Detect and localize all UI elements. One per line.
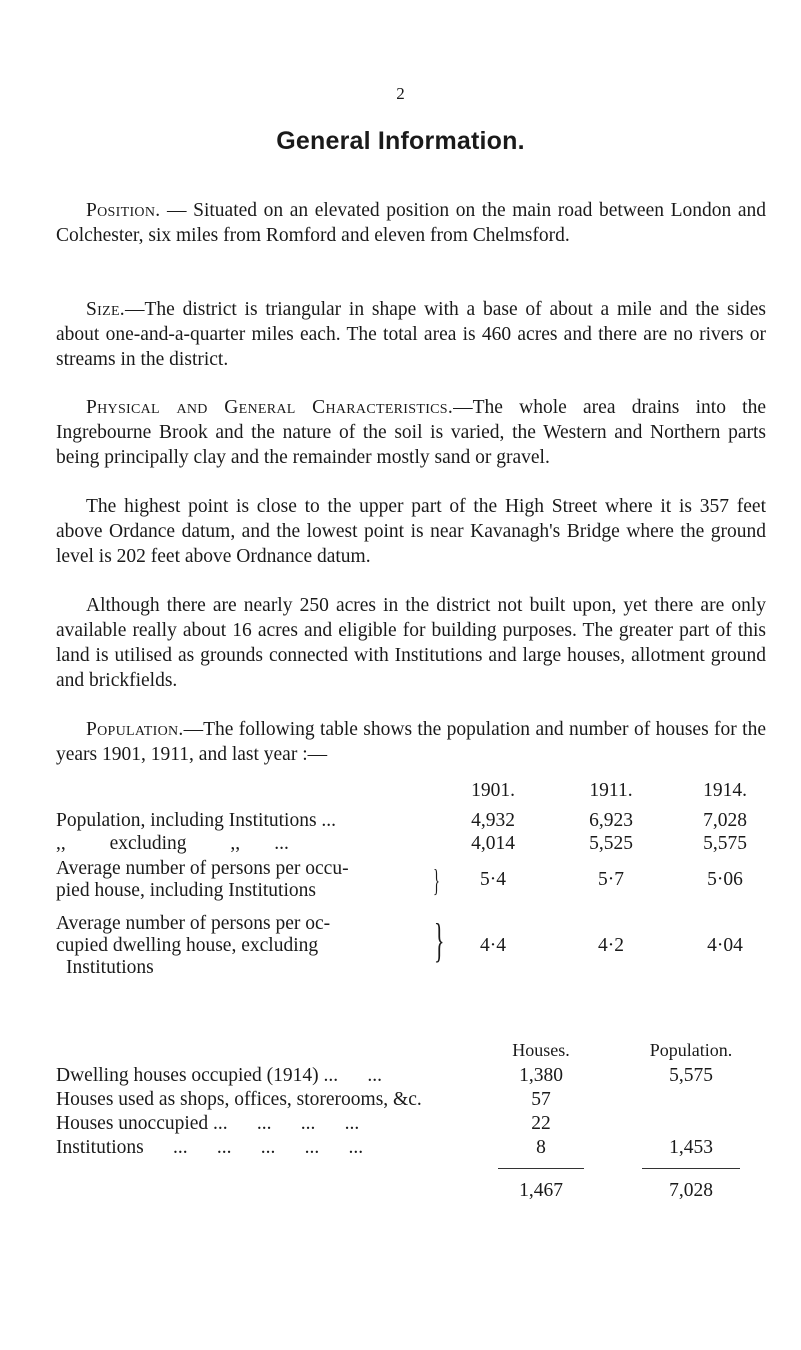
population-value: 5,575 xyxy=(669,1065,713,1086)
population-total: 7,028 xyxy=(669,1180,713,1201)
row-label: Houses used as shops, offices, storerooms, &c. xyxy=(56,1089,422,1110)
paragraph-highest-point: The highest point is close to the upper part of the High Street where it is 357 feet above Ordance datum, and the lowest point is near Kavanagh's Bridge where the ground level is 202 feet above Ordnance datum. xyxy=(56,496,766,567)
year-header-1901: 1901. xyxy=(471,780,515,801)
lead-population: Population. xyxy=(86,719,184,740)
row-label-line: Institutions xyxy=(66,957,154,978)
houses-value: 22 xyxy=(531,1113,551,1134)
total-rule-population xyxy=(642,1168,740,1169)
row-label-line: pied house, including Institutions xyxy=(56,880,316,901)
year-header-1914: 1914. xyxy=(703,780,747,801)
text-population: —The following table shows the population and number of houses for the years 1901, 1911, and last year :— xyxy=(56,719,766,765)
paragraph-size xyxy=(56,297,766,372)
houses-total: 1,467 xyxy=(519,1180,563,1201)
row-label: ,, excluding ,, ... xyxy=(56,833,289,854)
houses-header: Houses. xyxy=(512,1040,570,1060)
paragraph-population xyxy=(56,717,766,767)
table-row xyxy=(56,833,766,859)
houses-value: 8 xyxy=(536,1137,546,1158)
houses-table xyxy=(56,1040,766,1250)
value-1911: 5·7 xyxy=(598,869,624,890)
value-1901: 5·4 xyxy=(480,869,506,890)
totals-row xyxy=(56,1180,766,1205)
table-row xyxy=(56,1065,766,1090)
brace: } xyxy=(434,914,445,967)
value-1901: 4,932 xyxy=(471,810,515,831)
row-label: Houses unoccupied ... ... ... ... xyxy=(56,1113,360,1134)
row-label-line: Average number of persons per occu- xyxy=(56,858,349,879)
value-1901: 4·4 xyxy=(480,935,506,956)
houses-value: 1,380 xyxy=(519,1065,563,1086)
text-physical: —The whole area drains into the Ingrebourne Brook and the nature of the soil is varied, the Western and Northern parts being principally clay and the remainder mostly sand or gravel. xyxy=(56,397,767,468)
population-value: 1,453 xyxy=(669,1137,713,1158)
value-1914: 7,028 xyxy=(703,810,747,831)
row-label: Dwelling houses occupied (1914) ... ... xyxy=(56,1065,383,1086)
row-label-line: Average number of persons per oc- xyxy=(56,913,331,934)
page-number: 2 xyxy=(396,84,405,103)
text-position: — Situated on an elevated position on the main road between London and Colchester, six miles from Romford and eleven from Chelmsford. xyxy=(56,200,766,246)
row-label: Population, including Institutions ... xyxy=(56,810,337,831)
text-size: —The district is triangular in shape with a base of about a mile and the sides about one-and-a-quarter miles each. The total area is 460 acres and there are no rivers or streams in the district. xyxy=(56,299,766,370)
brace: } xyxy=(433,862,440,898)
lead-physical: Physical and General Characteristics. xyxy=(86,397,454,418)
row-label: Institutions ... ... ... ... ... xyxy=(56,1137,364,1158)
population-table xyxy=(56,780,766,1020)
value-1914: 4·04 xyxy=(707,935,743,956)
paragraph-physical xyxy=(56,395,766,470)
value-1911: 5,525 xyxy=(589,833,633,854)
value-1914: 5,575 xyxy=(703,833,747,854)
table-row xyxy=(56,1113,766,1138)
population-header: Population. xyxy=(649,1040,733,1060)
paragraph-position xyxy=(56,198,766,248)
row-label-line: cupied dwelling house, excluding xyxy=(56,935,319,956)
paragraph-land-use: Although there are nearly 250 acres in the district not built upon, yet there are only available really about 16 acres and eligible for building purposes. The greater part of this land is utilised as grounds connected with Institutions and large houses, allotment ground and brickfields. xyxy=(56,595,766,691)
houses-value: 57 xyxy=(531,1089,551,1110)
table-row xyxy=(56,858,766,908)
page-title: General Information. xyxy=(276,127,525,155)
value-1911: 6,923 xyxy=(589,810,633,831)
value-1914: 5·06 xyxy=(707,869,743,890)
value-1911: 4·2 xyxy=(598,935,624,956)
table-row xyxy=(56,1137,766,1162)
table-row xyxy=(56,913,766,985)
lead-size: Size. xyxy=(86,299,125,320)
table-row xyxy=(56,1089,766,1114)
lead-position: Position. xyxy=(86,200,161,221)
value-1901: 4,014 xyxy=(471,833,515,854)
total-rule-houses xyxy=(498,1168,584,1169)
year-header-1911: 1911. xyxy=(589,780,633,801)
